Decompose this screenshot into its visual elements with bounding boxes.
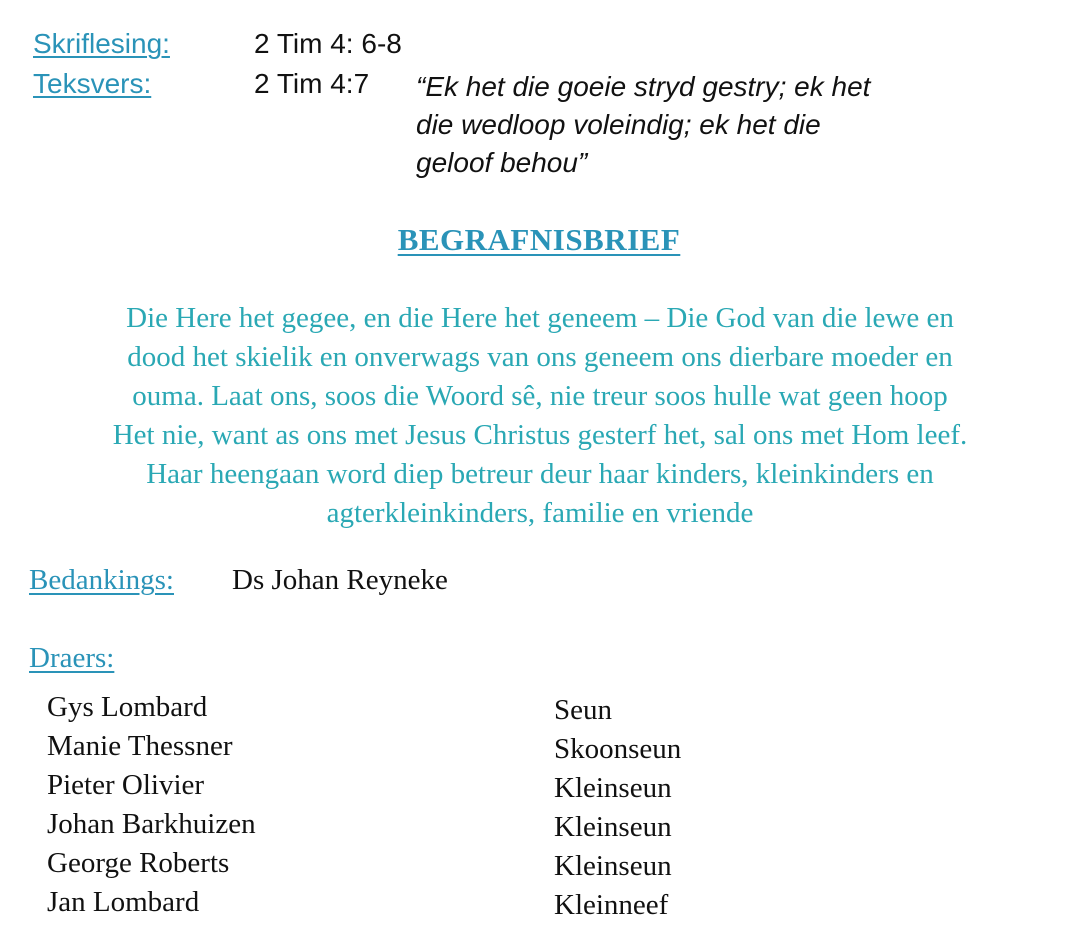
reading-reference: 2 Tim 4: 6-8 xyxy=(254,28,402,59)
bearer-name: Johan Barkhuizen xyxy=(47,808,256,840)
verse-label: Teksvers: xyxy=(33,68,152,99)
bearer-relation: Kleinseun xyxy=(554,772,672,804)
bearer-relation: Kleinseun xyxy=(554,811,672,843)
paragraph-line: Die Here het gegee, en die Here het geneem – Die God van die lewe en xyxy=(126,302,954,334)
bearer-relation: Skoonseun xyxy=(554,733,682,765)
bearer-row xyxy=(0,847,1078,885)
bearer-relation: Kleinseun xyxy=(554,850,672,882)
bearer-row xyxy=(0,730,1078,768)
bearer-row xyxy=(0,691,1078,729)
paragraph-line: Haar heengaan word diep betreur deur haar kinders, kleinkinders en xyxy=(146,458,934,490)
bearer-relation: Kleinneef xyxy=(554,889,669,921)
paragraph-line: ouma. Laat ons, soos die Woord sê, nie treur soos hulle wat geen hoop xyxy=(132,380,948,412)
bearers-label: Draers: xyxy=(29,642,115,674)
verse-quote-line: die wedloop voleindig; ek het die xyxy=(416,109,821,140)
reading-label: Skriflesing: xyxy=(33,28,170,59)
bearer-name: Gys Lombard xyxy=(47,691,208,723)
bearer-row xyxy=(0,769,1078,807)
bearer-name: Jan Lombard xyxy=(47,886,200,918)
bearer-name: Pieter Olivier xyxy=(47,769,205,801)
paragraph-line: agterkleinkinders, familie en vriende xyxy=(326,497,754,529)
paragraph-line: dood het skielik en onverwags van ons geneem ons dierbare moeder en xyxy=(127,341,953,373)
verse-quote-line: geloof behou” xyxy=(416,147,588,178)
bearer-relation: Seun xyxy=(554,694,612,726)
document-title xyxy=(0,222,1078,258)
obituary-paragraph xyxy=(20,299,1060,533)
bearer-row xyxy=(0,886,1078,924)
title-text: BEGRAFNISBRIEF xyxy=(397,222,681,257)
bearer-row xyxy=(0,808,1078,846)
verse-quote-line: “Ek het die goeie stryd gestry; ek het xyxy=(416,71,871,102)
paragraph-line: Het nie, want as ons met Jesus Christus gesterf het, sal ons met Hom leef. xyxy=(112,419,968,451)
verse-quote xyxy=(416,68,870,182)
verse-reference: 2 Tim 4:7 xyxy=(254,68,370,99)
thanks-label: Bedankings: xyxy=(29,564,174,596)
thanks-name: Ds Johan Reyneke xyxy=(232,564,448,596)
bearer-name: Manie Thessner xyxy=(47,730,233,762)
bearer-name: George Roberts xyxy=(47,847,230,879)
